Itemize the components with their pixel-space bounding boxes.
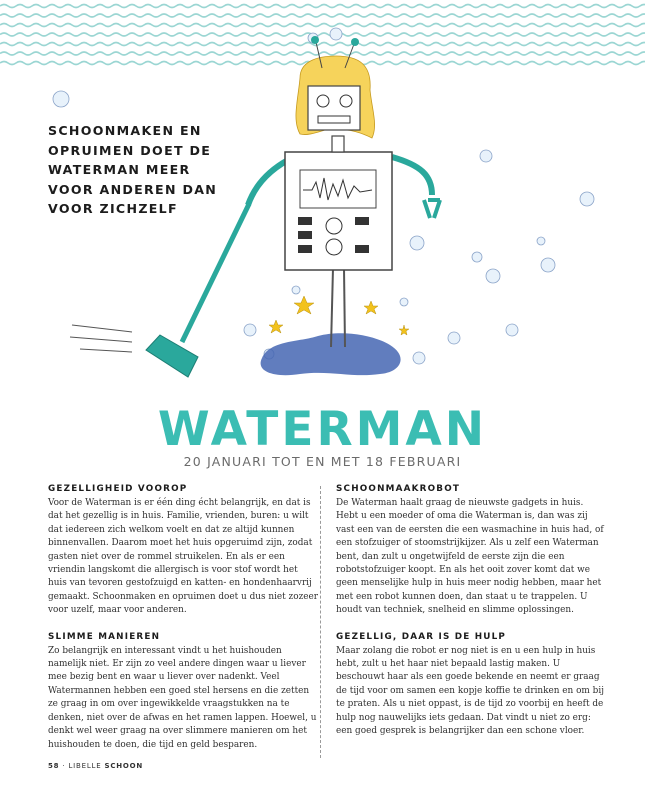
magazine-name: LIBELLE	[68, 762, 102, 770]
section-heading: GEZELLIG, DAAR IS DE HULP	[336, 631, 507, 642]
section-body: De Waterman haalt graag de nieuwste gadgets in huis. Hebt u een moeder of oma die Waterman is, dan was zij vast een van de eersten die een wasmachine in huis had, of een stofzuiger of stoomstrijkijzer. Als u zelf een Waterman bent, dan zult u ongetwijfeld de eerste zijn die een robotstofzuiger koopt. En als het ooit zover komt dat we geen menselijke hulp in huis meer nodig hebben, maar het met een robot kunnen doen, dan staat u te trappelen. U houdt van techniek, snelheid en slimme oplossingen.	[336, 498, 604, 616]
intro-line: OPRUIMEN DOET DE	[48, 142, 212, 158]
right-column	[336, 484, 606, 753]
section-heading: GEZELLIGHEID VOOROP	[48, 484, 188, 494]
intro-line: VOOR ZICHZELF	[48, 201, 178, 217]
section-heading: SLIMME MANIEREN	[48, 631, 161, 642]
page-title: WATERMAN	[157, 402, 488, 457]
section-body: Voor de Waterman is er één ding écht belangrijk, en dat is dat het gezellig is in huis. Familie, vrienden, buren: u wilt dat iedereen zich welkom voelt en dat ze altijd kunnen binnenvallen. Daarom moet het huis opgeruimd zijn, zodat gasten niet over de rommel struikelen. En als er een vriendin langskomt die allergisch is voor stof wordt het huis van tevoren gestofzuigd en katten- en hondenhaarvrij gemaakt. Schoonmaken en opruimen doet u dus niet zozeer voor uzelf, maar voor anderen.	[48, 498, 318, 616]
footer-separator: ·	[62, 762, 66, 770]
intro-statement	[48, 121, 238, 219]
left-column	[48, 484, 318, 766]
date-range-subtitle: 20 JANUARI TOT EN MET 18 FEBRUARI	[183, 454, 462, 469]
intro-line: VOOR ANDEREN DAN	[48, 181, 218, 197]
section-name: SCHOON	[104, 762, 144, 770]
intro-line: SCHOONMAKEN EN	[48, 123, 202, 138]
intro-line: WATERMAN MEER	[48, 162, 191, 178]
section-body: Maar zolang die robot er nog niet is en u een hulp in huis hebt, zult u het haar niet bepaald lastig maken. U beschouwt haar als een goede bekende en neemt er graag de tijd voor om samen een kopje koffie te drinken en om bij te praten. Als u niet oppast, is de tijd zo voorbij en heeft de hulp nog nauwelijks iets gedaan. Dat vindt u niet zo erg: een goed gesprek is belangrijker dan een schone vloer.	[336, 645, 604, 737]
section-body: Zo belangrijk en interessant vindt u het huishouden namelijk niet. Er zijn zo veel andere dingen waar u liever mee bezig bent en waar u liever over nadenkt. Veel Watermannen hebben een goed stel hersens en die zetten ze graag in om over ingewikkelde vraagstukken na te denken, niet over de afwas en het ramen lappen. Hoewel, u denkt wel weer graag na over slimmere manieren om het huishouden te doen, die tijd en geld besparen.	[48, 645, 317, 750]
page-number: 58	[48, 762, 60, 770]
page-footer	[48, 762, 143, 770]
section-heading: SCHOONMAAKROBOT	[336, 484, 461, 494]
column-divider	[320, 486, 321, 758]
